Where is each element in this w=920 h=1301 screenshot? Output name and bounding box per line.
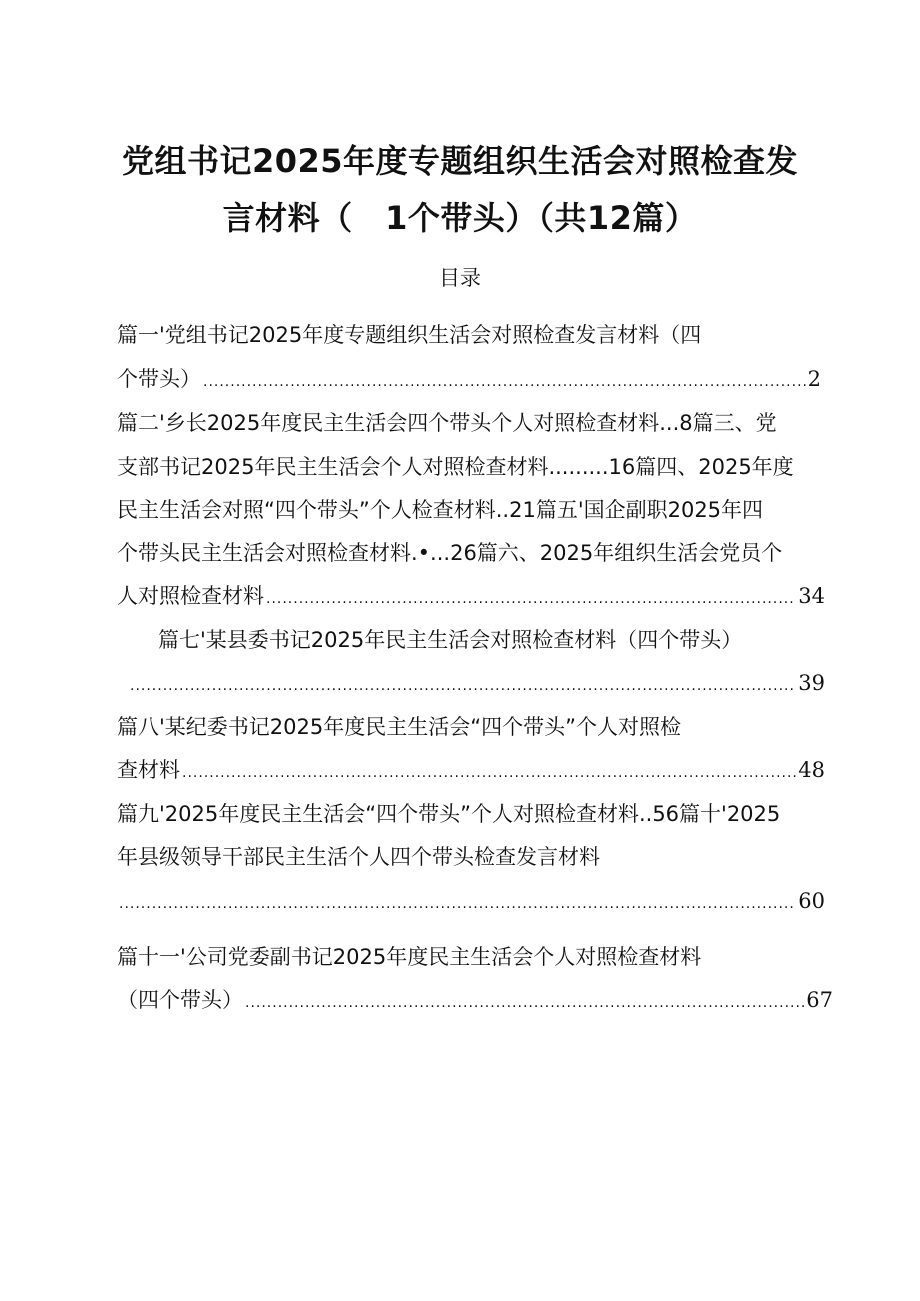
toc-entry-6-leader xyxy=(117,581,825,614)
toc-entry-6-page: 34 xyxy=(798,584,825,608)
document-title-line-1: 党组书记2025年度专题组织生活会对照检查发 xyxy=(121,142,799,180)
toc-heading: 目录 xyxy=(439,266,481,290)
dot-leader xyxy=(266,584,796,614)
toc-entry-10-page: 60 xyxy=(798,889,825,913)
toc-entry-11-line-2: （四个带头） xyxy=(117,988,243,1012)
toc-entry-11-leader xyxy=(117,985,833,1018)
toc-run-line-3: 民主生活会对照“四个带头”个人检查材料..21篇五'国企副职2025年四 xyxy=(117,498,764,522)
toc-entry-11-page: 67 xyxy=(806,988,833,1012)
toc-entry-1-line-1: 篇一'党组书记2025年度专题组织生活会对照检查发言材料（四 xyxy=(117,323,702,347)
toc-entry-8-line-2: 查材料 xyxy=(117,758,180,782)
toc-run-line-1: 篇二'乡长2025年度民主生活会四个带头个人对照检查材料...8篇三、党 xyxy=(117,411,777,435)
toc-entry-7-line-1: 篇七'某县委书记2025年民主生活会对照检查材料（四个带头） xyxy=(158,628,743,652)
toc-entry-7-page: 39 xyxy=(798,671,825,695)
dot-leader xyxy=(245,988,804,1018)
toc-entry-10-line-2: 年县级领导干部民主生活个人四个带头检查发言材料 xyxy=(117,845,600,869)
toc-entry-11-line-1: 篇十一'公司党委副书记2025年度民主生活会个人对照检查材料 xyxy=(117,945,702,969)
dot-leader xyxy=(119,889,796,919)
toc-entry-7-leader xyxy=(128,668,825,701)
toc-run-line-5: 人对照检查材料 xyxy=(117,584,264,608)
toc-run-line-2: 支部书记2025年民主生活会个人对照检查材料.........16篇四、2025年度 xyxy=(117,455,794,479)
toc-entry-8-leader xyxy=(117,755,825,788)
toc-run-line-4: 个带头民主生活会对照检查材料.•...26篇六、2025年组织生活会党员个 xyxy=(117,541,783,565)
toc-entry-1-page: 2 xyxy=(807,367,821,391)
dot-leader xyxy=(130,671,796,701)
toc-entry-1-line-2: 个带头） xyxy=(117,367,201,391)
dot-leader xyxy=(182,758,796,788)
toc-entry-10-leader xyxy=(117,886,825,919)
toc-entry-8-line-1: 篇八'某纪委书记2025年度民主生活会“四个带头”个人对照检 xyxy=(117,715,681,739)
dot-leader xyxy=(203,367,806,397)
toc-entry-8-page: 48 xyxy=(798,758,825,782)
toc-entry-1-leader xyxy=(117,364,821,397)
document-title-line-2: 言材料（ 1个带头）（共12篇） xyxy=(222,199,698,237)
toc-entry-9-line-1: 篇九'2025年度民主生活会“四个带头”个人对照检查材料..56篇十'2025 xyxy=(117,802,781,826)
